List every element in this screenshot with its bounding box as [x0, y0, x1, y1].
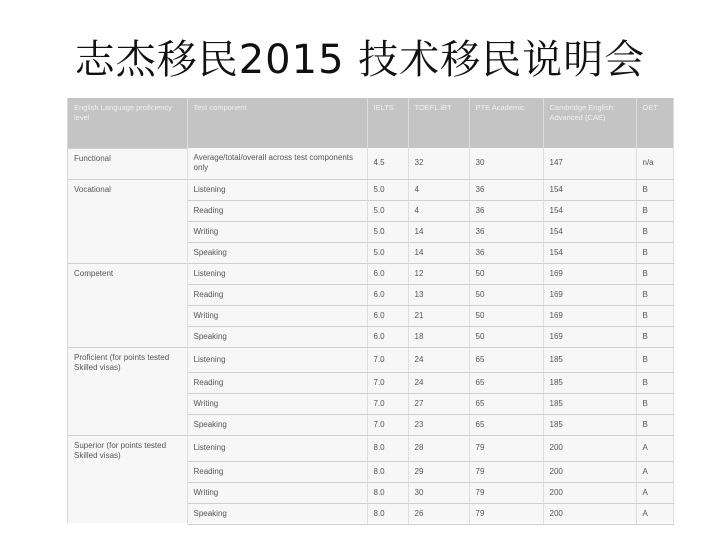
cell-ielts: 8.0 — [367, 436, 408, 462]
table-row — [68, 326, 673, 347]
cell-level: Superior (for points tested Skilled visas) — [68, 436, 187, 462]
table-row — [68, 148, 673, 179]
cell-pte: 65 — [469, 415, 543, 436]
cell-component: Listening — [187, 179, 367, 200]
cell-toefl: 30 — [408, 482, 469, 503]
cell-cae: 200 — [543, 503, 636, 524]
cell-pte: 79 — [469, 461, 543, 482]
cell-component: Speaking — [187, 503, 367, 524]
cell-toefl: 24 — [408, 373, 469, 394]
cell-toefl: 26 — [408, 503, 469, 524]
table-row — [68, 221, 673, 242]
cell-oet: B — [636, 179, 673, 200]
cell-level — [68, 482, 187, 503]
cell-component: Listening — [187, 263, 367, 284]
header-pte: PTE Academic — [469, 98, 543, 148]
cell-cae: 154 — [543, 242, 636, 263]
cell-level: Vocational — [68, 179, 187, 200]
cell-toefl: 23 — [408, 415, 469, 436]
cell-oet: A — [636, 461, 673, 482]
cell-level — [68, 461, 187, 482]
cell-level: Functional — [68, 148, 187, 179]
cell-oet: B — [636, 394, 673, 415]
cell-cae: 185 — [543, 415, 636, 436]
cell-component: Reading — [187, 284, 367, 305]
cell-component: Reading — [187, 461, 367, 482]
table-row — [68, 179, 673, 200]
cell-pte: 50 — [469, 326, 543, 347]
cell-component: Reading — [187, 200, 367, 221]
cell-pte: 50 — [469, 305, 543, 326]
header-oet: OET — [636, 98, 673, 148]
table-row — [68, 200, 673, 221]
table-row — [68, 242, 673, 263]
cell-toefl: 12 — [408, 263, 469, 284]
cell-toefl: 4 — [408, 200, 469, 221]
table-header-row — [68, 98, 673, 148]
cell-level: Competent — [68, 263, 187, 284]
cell-toefl: 32 — [408, 148, 469, 179]
cell-toefl: 21 — [408, 305, 469, 326]
english-requirements-table-image — [67, 98, 674, 523]
cell-toefl: 14 — [408, 221, 469, 242]
cell-level — [68, 200, 187, 221]
cell-component: Speaking — [187, 415, 367, 436]
cell-cae: 169 — [543, 284, 636, 305]
cell-cae: 154 — [543, 200, 636, 221]
cell-pte: 36 — [469, 242, 543, 263]
cell-oet: n/a — [636, 148, 673, 179]
cell-cae: 147 — [543, 148, 636, 179]
cell-cae: 169 — [543, 305, 636, 326]
table-row — [68, 394, 673, 415]
table-row — [68, 263, 673, 284]
cell-toefl: 27 — [408, 394, 469, 415]
header-level: English Language proficiency level — [68, 98, 187, 148]
header-ielts: IELTS — [367, 98, 408, 148]
table-row — [68, 373, 673, 394]
english-requirements-table — [68, 98, 674, 525]
cell-oet: B — [636, 263, 673, 284]
cell-toefl: 24 — [408, 347, 469, 373]
cell-cae: 154 — [543, 179, 636, 200]
cell-ielts: 6.0 — [367, 305, 408, 326]
cell-oet: A — [636, 482, 673, 503]
cell-oet: B — [636, 326, 673, 347]
cell-pte: 79 — [469, 436, 543, 462]
cell-cae: 185 — [543, 394, 636, 415]
cell-component: Average/total/overall across test components only — [187, 148, 367, 179]
cell-component: Writing — [187, 221, 367, 242]
cell-component: Listening — [187, 436, 367, 462]
cell-component: Reading — [187, 373, 367, 394]
cell-pte: 65 — [469, 347, 543, 373]
table-row — [68, 482, 673, 503]
cell-level — [68, 373, 187, 394]
table-row — [68, 415, 673, 436]
table-row — [68, 284, 673, 305]
cell-pte: 65 — [469, 373, 543, 394]
cell-level — [68, 415, 187, 436]
cell-level: Proficient (for points tested Skilled visas) — [68, 347, 187, 373]
cell-oet: B — [636, 284, 673, 305]
cell-ielts: 8.0 — [367, 503, 408, 524]
cell-cae: 169 — [543, 263, 636, 284]
cell-pte: 79 — [469, 482, 543, 503]
cell-toefl: 18 — [408, 326, 469, 347]
cell-toefl: 14 — [408, 242, 469, 263]
cell-component: Writing — [187, 482, 367, 503]
cell-oet: B — [636, 347, 673, 373]
cell-component: Speaking — [187, 326, 367, 347]
cell-cae: 200 — [543, 461, 636, 482]
cell-ielts: 5.0 — [367, 200, 408, 221]
cell-level — [68, 394, 187, 415]
cell-ielts: 4.5 — [367, 148, 408, 179]
cell-toefl: 29 — [408, 461, 469, 482]
cell-pte: 30 — [469, 148, 543, 179]
cell-pte: 36 — [469, 200, 543, 221]
table-row — [68, 503, 673, 524]
cell-toefl: 13 — [408, 284, 469, 305]
cell-ielts: 7.0 — [367, 373, 408, 394]
table-row — [68, 305, 673, 326]
cell-ielts: 7.0 — [367, 415, 408, 436]
header-toefl: TOEFL iBT — [408, 98, 469, 148]
cell-oet: B — [636, 242, 673, 263]
cell-ielts: 5.0 — [367, 221, 408, 242]
cell-pte: 79 — [469, 503, 543, 524]
cell-pte: 36 — [469, 221, 543, 242]
cell-ielts: 6.0 — [367, 284, 408, 305]
cell-oet: B — [636, 305, 673, 326]
table-row — [68, 436, 673, 462]
cell-level — [68, 326, 187, 347]
cell-component: Writing — [187, 394, 367, 415]
cell-ielts: 7.0 — [367, 347, 408, 373]
cell-component: Speaking — [187, 242, 367, 263]
cell-cae: 200 — [543, 482, 636, 503]
cell-oet: B — [636, 200, 673, 221]
cell-level — [68, 242, 187, 263]
cell-oet: A — [636, 436, 673, 462]
cell-cae: 185 — [543, 373, 636, 394]
cell-cae: 169 — [543, 326, 636, 347]
cell-component: Listening — [187, 347, 367, 373]
slide-title: 志杰移民2015 技术移民说明会 — [74, 37, 646, 83]
cell-level — [68, 305, 187, 326]
cell-component: Writing — [187, 305, 367, 326]
cell-ielts: 8.0 — [367, 461, 408, 482]
cell-toefl: 4 — [408, 179, 469, 200]
cell-oet: A — [636, 503, 673, 524]
cell-toefl: 28 — [408, 436, 469, 462]
cell-ielts: 5.0 — [367, 179, 408, 200]
cell-level — [68, 284, 187, 305]
cell-oet: B — [636, 373, 673, 394]
header-cae: Cambridge English: Advanced (CAE) — [543, 98, 636, 148]
cell-ielts: 5.0 — [367, 242, 408, 263]
cell-pte: 50 — [469, 263, 543, 284]
cell-cae: 154 — [543, 221, 636, 242]
cell-pte: 36 — [469, 179, 543, 200]
cell-oet: B — [636, 221, 673, 242]
table-row — [68, 461, 673, 482]
cell-ielts: 6.0 — [367, 263, 408, 284]
cell-oet: B — [636, 415, 673, 436]
cell-cae: 200 — [543, 436, 636, 462]
cell-pte: 65 — [469, 394, 543, 415]
cell-pte: 50 — [469, 284, 543, 305]
header-test-component: Test component — [187, 98, 367, 148]
cell-cae: 185 — [543, 347, 636, 373]
cell-level — [68, 221, 187, 242]
cell-level — [68, 503, 187, 524]
cell-ielts: 6.0 — [367, 326, 408, 347]
cell-ielts: 8.0 — [367, 482, 408, 503]
table-row — [68, 347, 673, 373]
cell-ielts: 7.0 — [367, 394, 408, 415]
